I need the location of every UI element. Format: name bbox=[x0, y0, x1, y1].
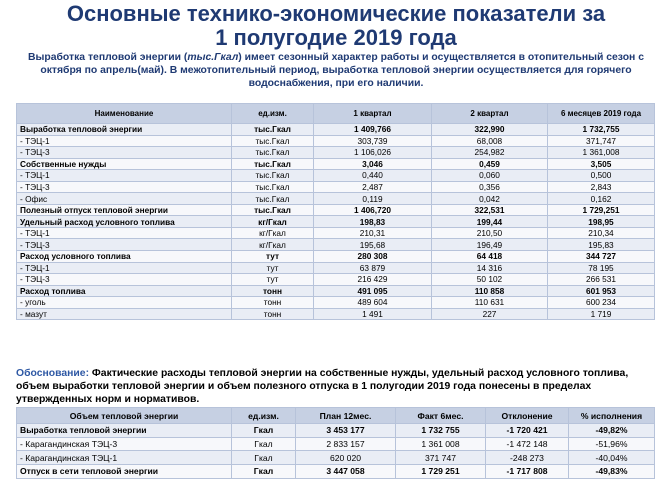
value-cell: 266 531 bbox=[548, 274, 655, 286]
value-cell: 195,83 bbox=[548, 239, 655, 251]
value-cell: 78 195 bbox=[548, 262, 655, 274]
row-label-cell: - Карагандинская ТЭЦ-3 bbox=[17, 437, 232, 451]
justification-label: Обоснование: bbox=[16, 368, 90, 379]
value-cell: 2,843 bbox=[548, 181, 655, 193]
row-label-cell: - ТЭЦ-3 bbox=[17, 274, 232, 286]
table-row bbox=[17, 135, 655, 147]
heat-volume-table bbox=[16, 407, 655, 479]
value-cell: кг/Гкал bbox=[232, 216, 314, 228]
table-row bbox=[17, 147, 655, 159]
row-label-cell: - ТЭЦ-3 bbox=[17, 239, 232, 251]
value-cell: тыс.Гкал bbox=[232, 181, 314, 193]
row-label-cell: - Офис bbox=[17, 193, 232, 205]
table-row bbox=[17, 465, 655, 479]
value-cell: 322,531 bbox=[432, 204, 548, 216]
value-cell: 0,459 bbox=[432, 158, 548, 170]
page-title bbox=[0, 2, 672, 50]
value-cell: -248 273 bbox=[486, 451, 569, 465]
value-cell: тыс.Гкал bbox=[232, 170, 314, 182]
row-label-cell: Собственные нужды bbox=[17, 158, 232, 170]
value-cell: 63 879 bbox=[314, 262, 432, 274]
value-cell: 0,500 bbox=[548, 170, 655, 182]
table-row bbox=[17, 216, 655, 228]
title-line-2: 1 полугодие 2019 года bbox=[215, 25, 457, 50]
column-header: Отклонение bbox=[486, 408, 569, 424]
intro-part-2: ) имеет сезонный характер работы и осуществляется в отопительный сезон с октября по апрель(май). В межотопительный период, выработка тепловой энергии осуществляется для горячего водоснабжения, при его наличии. bbox=[40, 52, 645, 89]
table-row bbox=[17, 424, 655, 438]
value-cell: 1 732 755 bbox=[396, 424, 486, 438]
indicators-table bbox=[16, 103, 655, 320]
value-cell: 1 729,251 bbox=[548, 204, 655, 216]
intro-paragraph bbox=[22, 51, 650, 90]
value-cell: 371,747 bbox=[548, 135, 655, 147]
value-cell: -49,82% bbox=[569, 424, 655, 438]
value-cell: тут bbox=[232, 262, 314, 274]
value-cell: 1 106,026 bbox=[314, 147, 432, 159]
row-label-cell: - ТЭЦ-1 bbox=[17, 135, 232, 147]
value-cell: 0,042 bbox=[432, 193, 548, 205]
row-label-cell: - уголь bbox=[17, 297, 232, 309]
value-cell: 1 732,755 bbox=[548, 124, 655, 136]
value-cell: тыс.Гкал bbox=[232, 135, 314, 147]
column-header: 2 квартал bbox=[432, 104, 548, 124]
value-cell: 601 953 bbox=[548, 285, 655, 297]
value-cell: тыс.Гкал bbox=[232, 158, 314, 170]
row-label-cell: - Карагандинская ТЭЦ-1 bbox=[17, 451, 232, 465]
value-cell: кг/Гкал bbox=[232, 227, 314, 239]
value-cell: кг/Гкал bbox=[232, 239, 314, 251]
value-cell: Гкал bbox=[232, 424, 296, 438]
intro-unit: тыс.Гкал bbox=[187, 52, 239, 63]
value-cell: 491 095 bbox=[314, 285, 432, 297]
column-header: ед.изм. bbox=[232, 104, 314, 124]
value-cell: тонн bbox=[232, 308, 314, 320]
column-header: % исполнения bbox=[569, 408, 655, 424]
value-cell: 210,31 bbox=[314, 227, 432, 239]
value-cell: тыс.Гкал bbox=[232, 124, 314, 136]
value-cell: Гкал bbox=[232, 451, 296, 465]
value-cell: тут bbox=[232, 251, 314, 263]
row-label-cell: - ТЭЦ-3 bbox=[17, 181, 232, 193]
value-cell: 600 234 bbox=[548, 297, 655, 309]
value-cell: 3,046 bbox=[314, 158, 432, 170]
row-label-cell: Полезный отпуск тепловой энергии bbox=[17, 204, 232, 216]
value-cell: 0,119 bbox=[314, 193, 432, 205]
table-row bbox=[17, 437, 655, 451]
row-label-cell: Расход условного топлива bbox=[17, 251, 232, 263]
value-cell: -49,83% bbox=[569, 465, 655, 479]
value-cell: 1 361 008 bbox=[396, 437, 486, 451]
table-row bbox=[17, 158, 655, 170]
value-cell: 1 491 bbox=[314, 308, 432, 320]
row-label-cell: Выработка тепловой энергии bbox=[17, 124, 232, 136]
column-header: Объем тепловой энергии bbox=[17, 408, 232, 424]
table-row bbox=[17, 181, 655, 193]
value-cell: 0,060 bbox=[432, 170, 548, 182]
intro-part-1: Выработка тепловой энергии ( bbox=[27, 52, 188, 63]
table-row bbox=[17, 262, 655, 274]
value-cell: 3 453 177 bbox=[296, 424, 396, 438]
value-cell: Гкал bbox=[232, 465, 296, 479]
value-cell: тонн bbox=[232, 285, 314, 297]
value-cell: 254,982 bbox=[432, 147, 548, 159]
value-cell: 620 020 bbox=[296, 451, 396, 465]
value-cell: 199,44 bbox=[432, 216, 548, 228]
value-cell: Гкал bbox=[232, 437, 296, 451]
value-cell: 344 727 bbox=[548, 251, 655, 263]
row-label-cell: Расход топлива bbox=[17, 285, 232, 297]
value-cell: 280 308 bbox=[314, 251, 432, 263]
row-label-cell: - мазут bbox=[17, 308, 232, 320]
table-row bbox=[17, 308, 655, 320]
value-cell: 50 102 bbox=[432, 274, 548, 286]
value-cell: 14 316 bbox=[432, 262, 548, 274]
table-row bbox=[17, 274, 655, 286]
table-header-row bbox=[17, 408, 655, 424]
value-cell: 196,49 bbox=[432, 239, 548, 251]
value-cell: -51,96% bbox=[569, 437, 655, 451]
column-header: 1 квартал bbox=[314, 104, 432, 124]
value-cell: 210,50 bbox=[432, 227, 548, 239]
value-cell: 489 604 bbox=[314, 297, 432, 309]
value-cell: 0,440 bbox=[314, 170, 432, 182]
table-row bbox=[17, 124, 655, 136]
row-label-cell: - ТЭЦ-1 bbox=[17, 262, 232, 274]
value-cell: 322,990 bbox=[432, 124, 548, 136]
table-row bbox=[17, 451, 655, 465]
value-cell: 198,83 bbox=[314, 216, 432, 228]
table-header-row bbox=[17, 104, 655, 124]
value-cell: -1 472 148 bbox=[486, 437, 569, 451]
value-cell: 371 747 bbox=[396, 451, 486, 465]
value-cell: 110 858 bbox=[432, 285, 548, 297]
table-row bbox=[17, 251, 655, 263]
value-cell: 216 429 bbox=[314, 274, 432, 286]
value-cell: 64 418 bbox=[432, 251, 548, 263]
title-line-1: Основные технико-экономические показатели за bbox=[66, 1, 606, 26]
table-row bbox=[17, 239, 655, 251]
table-row bbox=[17, 227, 655, 239]
justification-paragraph bbox=[16, 367, 656, 406]
value-cell: 1 409,766 bbox=[314, 124, 432, 136]
value-cell: 1 406,720 bbox=[314, 204, 432, 216]
column-header: План 12мес. bbox=[296, 408, 396, 424]
row-label-cell: - ТЭЦ-1 bbox=[17, 170, 232, 182]
row-label-cell: Отпуск в сети тепловой энергии bbox=[17, 465, 232, 479]
value-cell: 2,487 bbox=[314, 181, 432, 193]
table-row bbox=[17, 297, 655, 309]
value-cell: -1 720 421 bbox=[486, 424, 569, 438]
value-cell: 3,505 bbox=[548, 158, 655, 170]
column-header: Наименование bbox=[17, 104, 232, 124]
value-cell: тонн bbox=[232, 297, 314, 309]
value-cell: 210,34 bbox=[548, 227, 655, 239]
value-cell: 110 631 bbox=[432, 297, 548, 309]
table-row bbox=[17, 204, 655, 216]
value-cell: 227 bbox=[432, 308, 548, 320]
row-label-cell: Выработка тепловой энергии bbox=[17, 424, 232, 438]
column-header: 6 месяцев 2019 года bbox=[548, 104, 655, 124]
value-cell: тут bbox=[232, 274, 314, 286]
value-cell: -40,04% bbox=[569, 451, 655, 465]
row-label-cell: - ТЭЦ-3 bbox=[17, 147, 232, 159]
value-cell: 68,008 bbox=[432, 135, 548, 147]
value-cell: 303,739 bbox=[314, 135, 432, 147]
value-cell: 3 447 058 bbox=[296, 465, 396, 479]
value-cell: 1 729 251 bbox=[396, 465, 486, 479]
value-cell: тыс.Гкал bbox=[232, 204, 314, 216]
value-cell: 1 361,008 bbox=[548, 147, 655, 159]
table-row bbox=[17, 170, 655, 182]
row-label-cell: Удельный расход условного топлива bbox=[17, 216, 232, 228]
justification-text: Фактические расходы тепловой энергии на собственные нужды, удельный расход условного топлива, объем выработки тепловой энергии и объем полезного отпуска в 1 полугодии 2019 года понесены в пределах утвержденных норм и нормативов. bbox=[16, 368, 629, 405]
value-cell: 198,95 bbox=[548, 216, 655, 228]
column-header: Факт 6мес. bbox=[396, 408, 486, 424]
value-cell: 2 833 157 bbox=[296, 437, 396, 451]
value-cell: 0,162 bbox=[548, 193, 655, 205]
value-cell: 195,68 bbox=[314, 239, 432, 251]
value-cell: -1 717 808 bbox=[486, 465, 569, 479]
table-row bbox=[17, 193, 655, 205]
table-row bbox=[17, 285, 655, 297]
row-label-cell: - ТЭЦ-1 bbox=[17, 227, 232, 239]
value-cell: тыс.Гкал bbox=[232, 193, 314, 205]
value-cell: 1 719 bbox=[548, 308, 655, 320]
value-cell: 0,356 bbox=[432, 181, 548, 193]
value-cell: тыс.Гкал bbox=[232, 147, 314, 159]
column-header: ед.изм. bbox=[232, 408, 296, 424]
